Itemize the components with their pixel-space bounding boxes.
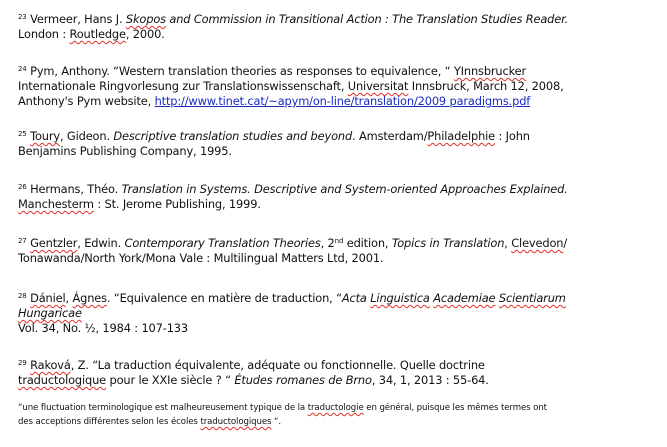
spellcheck-flagged-word: Universitat	[347, 79, 409, 93]
spellcheck-flagged-word: Toury	[30, 129, 60, 143]
text-segment: “une fluctuation terminologique est malheureusement typique de la	[18, 403, 308, 413]
footnote-24	[18, 64, 658, 109]
spellcheck-flagged-word: Gentzler	[30, 236, 78, 250]
spellcheck-flagged-word: Dániel	[30, 291, 66, 305]
spellcheck-flagged-word: Routledge	[69, 27, 126, 41]
footnote-number: 26	[18, 183, 27, 191]
text-segment: Anthony's Pym website,	[18, 94, 155, 108]
text-segment: . Amsterdam/	[352, 129, 428, 143]
text-segment: : John	[495, 129, 530, 143]
text-segment: and Commission in Transitional Action : The Translation Studies Reader.	[165, 12, 569, 26]
text-segment: Acta	[341, 291, 371, 305]
spellcheck-flagged-word: Hungaricae	[18, 306, 82, 320]
text-segment: Descriptive translation studies and beyond	[113, 129, 353, 143]
spellcheck-flagged-word: Philadelphie	[427, 129, 496, 143]
text-segment: Contemporary Translation Theories	[124, 236, 321, 250]
spellcheck-flagged-word: Scientiarum	[498, 291, 566, 305]
footnote-number: 24	[18, 65, 27, 73]
text-segment: , Edwin.	[77, 236, 125, 250]
footnote-25	[18, 129, 658, 159]
text-segment: des acceptions différentes selon les écoles	[18, 417, 201, 427]
text-segment: Topics in Translation	[391, 236, 505, 250]
spellcheck-flagged-word: traductologiques	[200, 417, 272, 427]
footnote-number: 29	[18, 359, 27, 367]
text-segment: Hermans, Théo.	[30, 182, 122, 196]
text-segment: Vol. 34, No. ½, 1984 : 107-133	[18, 321, 188, 335]
footnote-28	[18, 291, 658, 336]
text-segment: Études romanes de Brno	[234, 373, 372, 387]
text-segment: edition,	[343, 236, 392, 250]
spellcheck-flagged-word: traductologie	[307, 403, 364, 413]
text-segment: , Gideon.	[59, 129, 114, 143]
text-segment: Tonawanda/North York/Mona Vale : Multilingual Matters Ltd, 2001.	[18, 251, 384, 265]
text-segment: en général, puisque les mêmes termes ont	[363, 403, 547, 413]
text-segment: Innsbruck, March 12, 2008,	[408, 79, 564, 93]
footnote-26	[18, 182, 658, 212]
spellcheck-flagged-word: traductologique	[18, 373, 107, 387]
text-segment: Benjamins Publishing Company, 1995.	[18, 144, 232, 158]
spellcheck-flagged-word: Raková	[30, 358, 71, 372]
spellcheck-flagged-word: Academiae	[433, 291, 496, 305]
reference-link[interactable]: http://www.tinet.cat/~apym/on-line/translation/2009 paradigms.pdf	[154, 94, 531, 108]
spellcheck-flagged-word: Clevedon	[511, 236, 564, 250]
text-segment: ,	[504, 236, 512, 250]
text-segment: Internationale Ringvorlesung zur Translationswissenschaft,	[18, 79, 348, 93]
translator-note	[18, 401, 658, 429]
text-segment: /	[563, 236, 568, 250]
text-segment: Pym, Anthony. “Western translation theories as responses to equivalence, “	[30, 64, 454, 78]
spellcheck-flagged-word: YInnsbrucker	[453, 64, 527, 78]
footnote-number: 28	[18, 292, 27, 300]
spellcheck-flagged-word: Ágnes	[72, 291, 107, 305]
text-segment: , 34, 1, 2013 : 55-64.	[371, 373, 489, 387]
footnote-29	[18, 358, 658, 388]
text-segment: : St. Jerome Publishing, 1999.	[93, 197, 261, 211]
text-segment: , 2	[320, 236, 335, 250]
footnote-number: 23	[18, 13, 27, 21]
footnote-27	[18, 236, 658, 266]
spellcheck-flagged-word: Manchesterm	[18, 197, 94, 211]
footnote-number: 25	[18, 130, 27, 138]
text-segment: pour le XXIe siècle ? “	[106, 373, 235, 387]
footnote-23	[18, 12, 658, 42]
spellcheck-flagged-word: Skopos	[125, 12, 166, 26]
text-segment: , 2000.	[125, 27, 165, 41]
text-segment: . “Equivalence en matière de traduction, “	[106, 291, 342, 305]
superscript-text: nd	[334, 237, 344, 245]
text-segment: ,	[65, 291, 73, 305]
text-segment: Translation in Systems. Descriptive and System-oriented Approaches Explained.	[121, 182, 568, 196]
footnote-number: 27	[18, 237, 27, 245]
text-segment: , Z. “La traduction équivalente, adéquate ou fonctionnelle. Quelle doctrine	[70, 358, 485, 372]
text-segment: “.	[271, 417, 282, 427]
text-segment: Vermeer, Hans J.	[30, 12, 126, 26]
text-segment: London :	[18, 27, 70, 41]
spellcheck-flagged-word: Linguistica	[370, 291, 430, 305]
